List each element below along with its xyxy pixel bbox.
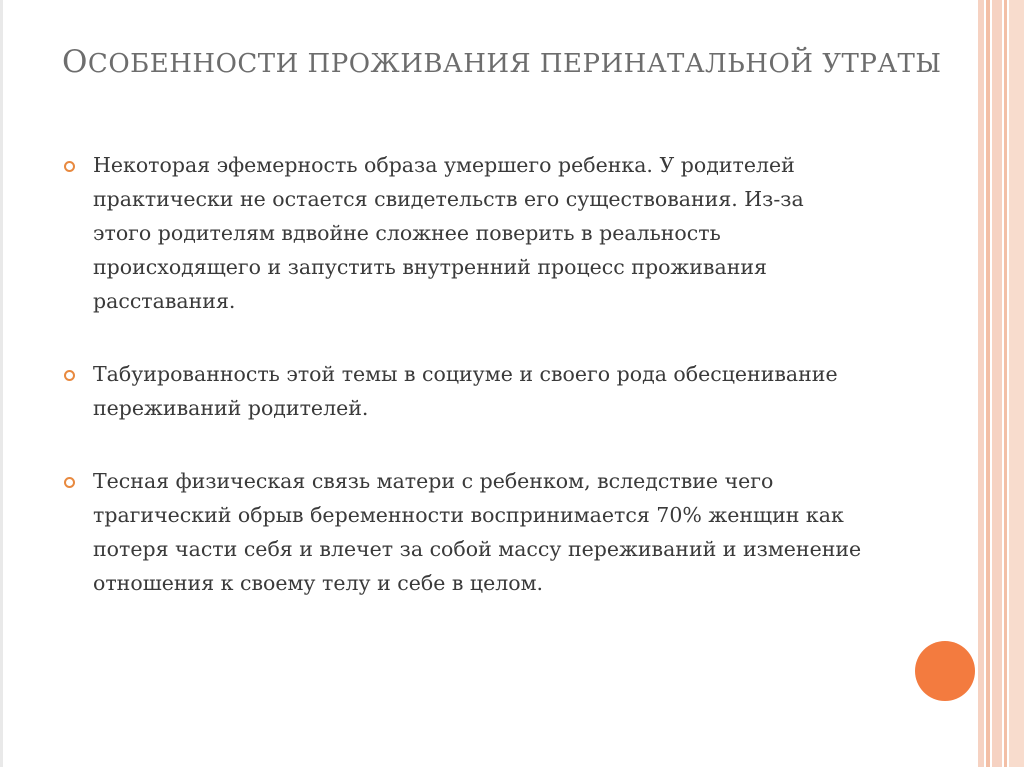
bullet-text: Табуированность этой темы в социуме и своего рода обесценивание переживаний родителей. — [93, 362, 838, 420]
decorative-stripe — [992, 0, 1002, 767]
bullet-item — [64, 357, 864, 425]
bullet-circle-icon — [64, 161, 75, 172]
left-edge-line — [0, 0, 3, 767]
bullet-circle-icon — [64, 370, 75, 381]
decorative-stripe — [1004, 0, 1007, 767]
slide-title-initial: О — [62, 44, 88, 80]
bullet-list — [64, 148, 864, 600]
decorative-stripe — [1009, 0, 1024, 767]
decorative-orange-circle — [915, 641, 975, 701]
bullet-item — [64, 464, 864, 600]
slide-title — [62, 44, 942, 80]
decorative-stripe — [986, 0, 990, 767]
bullet-text: Тесная физическая связь матери с ребенком, вследствие чего трагический обрыв беременности воспринимается 70% женщин как потеря части себя и влечет за собой массу переживаний и изменение отношения к своему телу и себе в целом. — [93, 469, 862, 595]
bullet-circle-icon — [64, 477, 75, 488]
bullet-item — [64, 148, 864, 318]
bullet-text: Некоторая эфемерность образа умершего ребенка. У родителей практически не остается свидетельств его существования. Из-за этого родителям вдвойне сложнее поверить в реальность происходящего и запустить внутренний процесс проживания расставания. — [93, 153, 804, 313]
decorative-stripe — [978, 0, 984, 767]
slide-title-rest: СОБЕННОСТИ ПРОЖИВАНИЯ ПЕРИНАТАЛЬНОЙ УТРАТЫ — [87, 49, 942, 79]
